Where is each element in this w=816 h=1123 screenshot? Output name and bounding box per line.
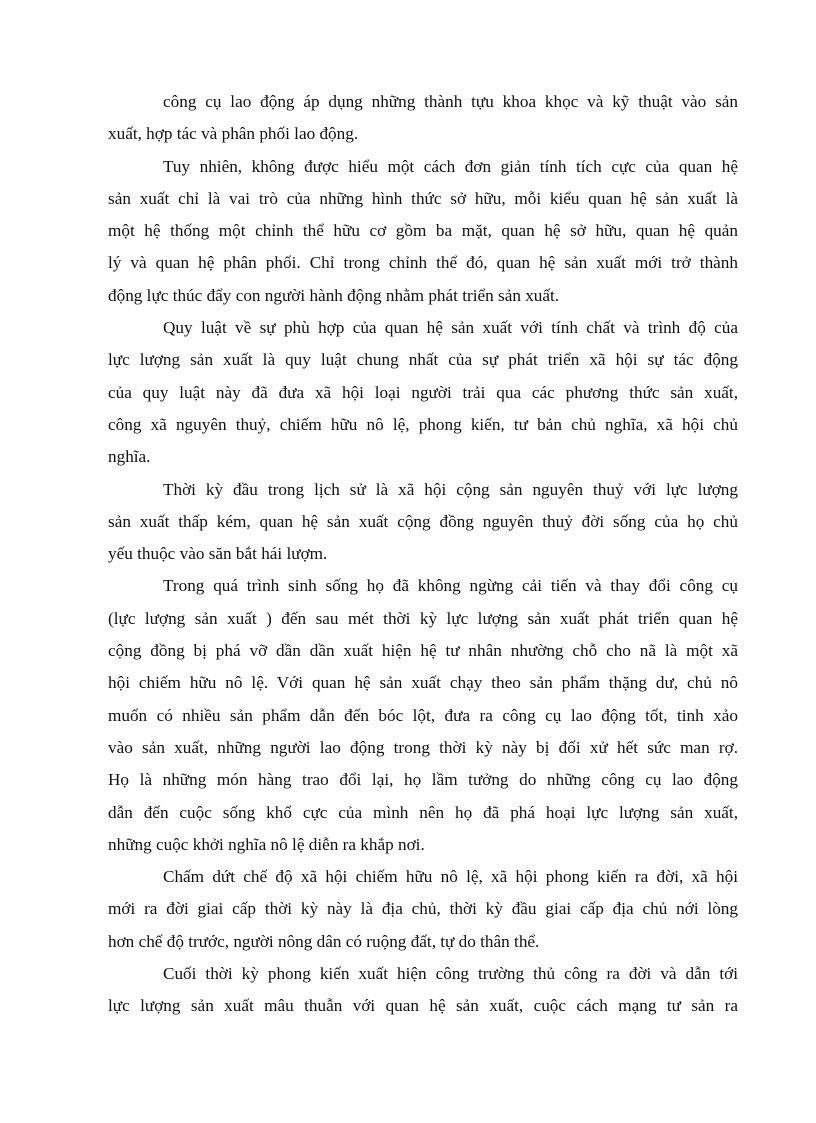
- text-line: công xã nguyên thuỷ, chiếm hữu nô lệ, phong kiến, tư bản chủ nghĩa, xã hội chủ: [108, 414, 738, 434]
- text-line: công cụ lao động áp dụng những thành tựu khoa khọc và kỹ thuật vào sản: [163, 92, 738, 111]
- text-line: mới ra đời giai cấp thời kỳ này là địa chủ, thời kỳ đầu giai cấp địa chủ nới lòng: [108, 899, 738, 919]
- text-line: vào sản xuất, những người lao động trong thời kỳ này bị đối xử hết sức man rợ.: [108, 737, 738, 757]
- paragraph: [108, 151, 738, 312]
- text-line: sản xuất chỉ là vai trò của những hình thức sở hữu, mỗi kiểu quan hệ sản xuất là: [108, 188, 738, 208]
- text-line: Quy luật về sự phù hợp của quan hệ sản xuất với tính chất và trình độ của: [163, 318, 738, 338]
- text-line: Tuy nhiên, không được hiểu một cách đơn giản tính tích cực của quan hệ: [163, 156, 738, 176]
- text-line: xuất, hợp tác và phân phối lao động.: [108, 124, 359, 144]
- text-line: của quy luật này đã đưa xã hội loại người trải qua các phương thức sản xuất,: [108, 382, 738, 402]
- text-line: (lực lượng sản xuất ) đến sau mét thời kỳ lực lượng sản xuất phát triển quan hệ: [108, 608, 738, 628]
- paragraph: [108, 570, 738, 861]
- text-line: động lực thúc đẩy con người hành động nhằm phát triển sản xuất.: [108, 285, 560, 305]
- text-line: Chấm dứt chế độ xã hội chiếm hữu nô lệ, xã hội phong kiến ra đời, xã hội: [163, 867, 738, 887]
- text-line: lý và quan hệ phân phối. Chỉ trong chỉnh thể đó, quan hệ sản xuất mới trở thành: [108, 253, 738, 273]
- paragraph: [108, 474, 738, 571]
- text-line: Họ là những món hàng trao đổi lại, họ lầm tưởng do những công cụ lao động: [108, 770, 738, 790]
- text-line: Trong quá trình sinh sống họ đã không ngừng cải tiến và thay đổi công cụ: [163, 576, 738, 596]
- text-line: lực lượng sản xuất mâu thuẫn với quan hệ sản xuất, cuộc cách mạng tư sản ra: [108, 996, 738, 1016]
- text-line: Thời kỳ đầu trong lịch sử là xã hội cộng sản nguyên thuỷ với lực lượng: [163, 479, 738, 499]
- text-line: những cuộc khởi nghĩa nô lệ diễn ra khắp nơi.: [108, 834, 425, 854]
- text-line: hơn chế độ trước, người nông dân có ruộng đất, tự do thân thể.: [108, 931, 540, 951]
- text-line: sản xuất thấp kém, quan hệ sản xuất cộng đồng nguyên thuỷ đời sống của họ chủ: [108, 511, 738, 531]
- text-line: lực lượng sản xuất là quy luật chung nhất của sự phát triển xã hội sự tác động: [108, 350, 738, 370]
- text-line: cộng đồng bị phá vỡ dần dần xuất hiện hệ tư nhân nhường chỗ cho nã là một xã: [108, 641, 738, 661]
- text-line: muốn có nhiều sản phẩm dẫn đến bóc lột, đưa ra công cụ lao động tốt, tinh xảo: [108, 705, 738, 725]
- paragraph: [108, 861, 738, 958]
- text-line: một hệ thống một chỉnh thể hữu cơ gồm ba mặt, quan hệ sở hữu, quan hệ quản: [108, 221, 738, 241]
- text-line: hội chiếm hữu nô lệ. Với quan hệ sản xuất chạy theo sản phẩm thặng dư, chủ nô: [108, 673, 738, 693]
- text-line: yếu thuộc vào săn bắt hái lượm.: [108, 544, 328, 564]
- paragraph: [108, 86, 738, 151]
- text-line: dẫn đến cuộc sống khổ cực của mình nên họ đã phá hoại lực lượng sản xuất,: [108, 802, 738, 822]
- paragraph: [108, 958, 738, 1023]
- document-body: [108, 86, 738, 1023]
- paragraph: [108, 312, 738, 473]
- text-line: nghĩa.: [108, 447, 151, 467]
- text-line: Cuối thời kỳ phong kiến xuất hiện công trường thủ công ra đời và dẫn tới: [163, 964, 738, 984]
